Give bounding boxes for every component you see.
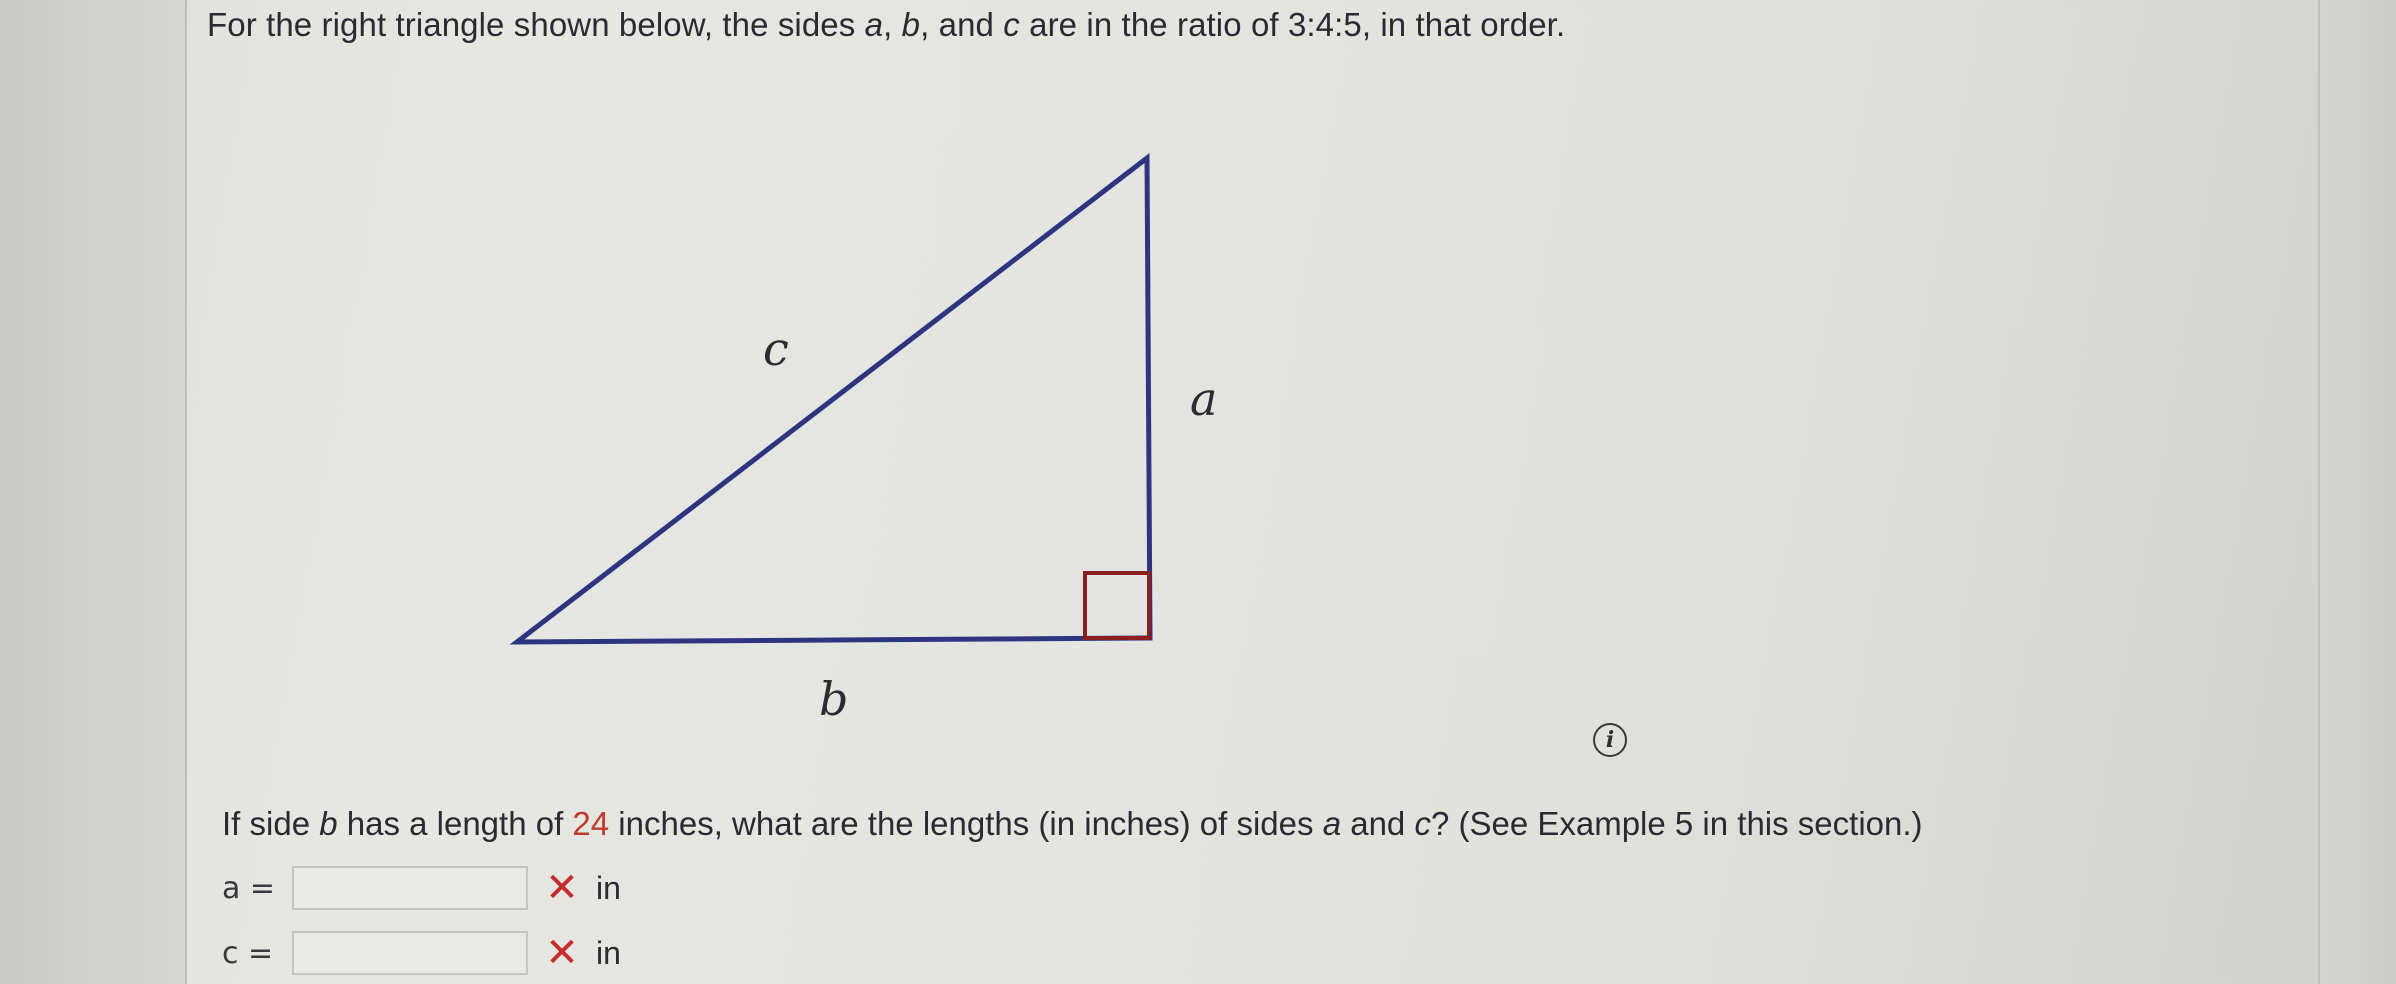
answer-input-a[interactable] [292,866,528,910]
prompt-separator: , and [920,6,1004,43]
left-page-margin [0,0,187,984]
question-length-value: 24 [572,805,610,842]
info-icon[interactable]: i [1593,723,1627,757]
side-label-c: c [763,322,789,376]
question-var-a: a [1322,805,1342,842]
answer-row-a [222,863,621,913]
answer-input-c[interactable] [292,931,528,975]
question-text-part: has a length of [337,805,573,842]
question-var-c: c [1414,805,1431,842]
triangle-outline [517,158,1150,642]
question-text-part: If side [222,805,320,842]
answer-unit-c: in [596,934,621,971]
prompt-var-a: a [864,6,884,43]
incorrect-x-icon: ✕ [545,931,579,975]
answer-unit-a: in [596,869,621,906]
prompt-var-b: b [901,6,921,43]
answer-label-c: c = [222,935,274,971]
question-text-part: and [1341,805,1415,842]
prompt-text: For the right triangle shown below, the sides [207,6,865,43]
prompt-var-c: c [1003,6,1020,43]
right-angle-marker [1085,573,1149,638]
prompt-separator: , [883,6,902,43]
question-var-b: b [319,805,338,842]
prompt-text: are in the ratio of 3:4:5, in that order. [1019,6,1566,43]
answer-label-a: a = [222,870,276,906]
side-label-a: a [1190,372,1218,426]
question-text [222,805,1923,843]
question-text-part: ? (See Example 5 in this section.) [1430,805,1923,842]
side-label-b: b [819,672,849,726]
incorrect-x-icon: ✕ [545,866,579,910]
problem-panel [187,0,2316,984]
question-text-part: inches, what are the lengths (in inches) of sides [609,805,1323,842]
answer-row-c [222,928,621,978]
right-page-margin [2318,0,2396,984]
